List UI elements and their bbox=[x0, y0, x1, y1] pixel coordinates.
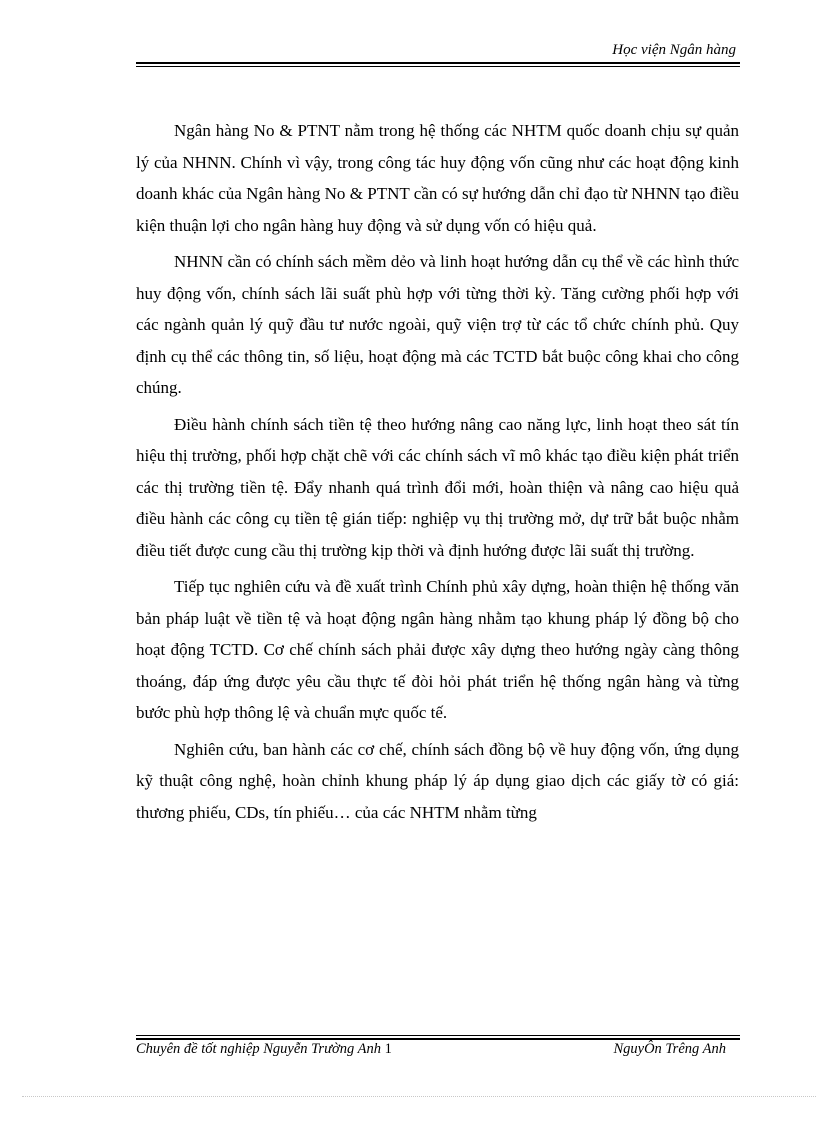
header-rule-bottom bbox=[136, 66, 740, 67]
page-bottom-border bbox=[22, 1096, 816, 1097]
paragraph: Ngân hàng No & PTNT nằm trong hệ thống các NHTM quốc doanh chịu sự quản lý của NHNN. Chính vì vậy, trong công tác huy động vốn cũng như các hoạt động kinh doanh khác của Ngân hàng No & PTNT cần có sự hướng dẫn chỉ đạo từ NHNN tạo điều kiện thuận lợi cho ngân hàng huy động và sử dụng vốn có hiệu quả. bbox=[136, 121, 739, 235]
paragraph: Điều hành chính sách tiền tệ theo hướng nâng cao năng lực, linh hoạt theo sát tín hiệu thị trường, phối hợp chặt chẽ với các chính sách vĩ mô khác tạo điều kiện phát triển các thị trường tiền tệ. Đẩy nhanh quá trình đổi mới, hoàn thiện và nâng cao hiệu quả điều hành các công cụ tiền tệ gián tiếp: nghiệp vụ thị trường mở, dự trữ bắt buộc nhằm điều tiết được cung cầu thị trường kịp thời và định hướng được lãi suất thị trường. bbox=[136, 414, 739, 560]
footer-right-text: NguyÔn Trêng Anh bbox=[613, 1041, 726, 1057]
page-number: 1 bbox=[384, 1041, 392, 1057]
body-text bbox=[136, 115, 739, 833]
paragraph: Tiếp tục nghiên cứu và đề xuất trình Chính phủ xây dựng, hoàn thiện hệ thống văn bản pháp luật về tiền tệ và hoạt động ngân hàng nhằm tạo khung pháp lý đồng bộ cho hoạt động TCTD. Cơ chế chính sách phải được xây dựng theo hướng ngày càng thông thoáng, đáp ứng được yêu cầu thực tế đòi hỏi phát triển hệ thống ngân hàng và từng bước phù hợp thông lệ và chuẩn mực quốc tế. bbox=[136, 577, 739, 722]
header-rule-top bbox=[136, 62, 740, 64]
footer-left-text: Chuyên đề tốt nghiệp Nguyễn Trường Anh bbox=[136, 1041, 381, 1057]
footer-rule-bottom bbox=[136, 1038, 740, 1040]
header-title: Học viện Ngân hàng bbox=[612, 42, 736, 58]
footer-left bbox=[136, 1041, 392, 1058]
paragraph: Nghiên cứu, ban hành các cơ chế, chính sách đồng bộ về huy động vốn, ứng dụng kỹ thuật công nghệ, hoàn chỉnh khung pháp lý áp dụng giao dịch các giấy tờ có giá: thương phiếu, CDs, tín phiếu… của các NHTM nhằm từng bbox=[136, 739, 739, 822]
paragraph: NHNN cần có chính sách mềm dẻo và linh hoạt hướng dẫn cụ thể về các hình thức huy động vốn, chính sách lãi suất phù hợp với từng thời kỳ. Tăng cường phối hợp với các ngành quản lý quỹ đầu tư nước ngoài, quỹ viện trợ từ các tổ chức chính phủ. Quy định cụ thể các thông tin, số liệu, hoạt động mà các TCTD bắt buộc công khai cho công chúng. bbox=[136, 252, 739, 397]
footer-rule-top bbox=[136, 1035, 740, 1036]
